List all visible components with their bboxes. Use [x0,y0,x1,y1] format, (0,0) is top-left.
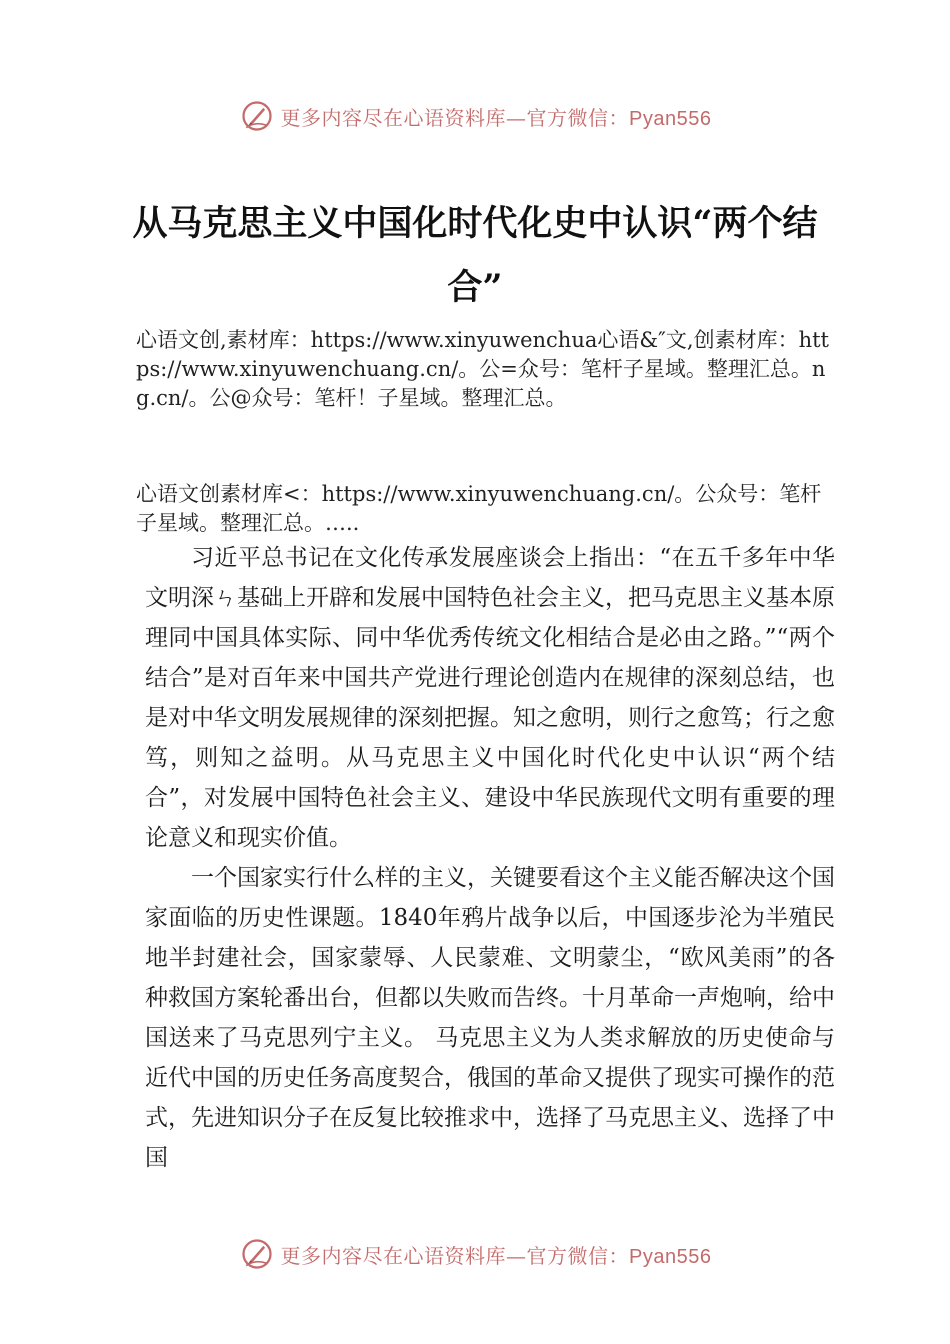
banner-text [281,102,712,131]
banner-text [281,1240,712,1269]
banner-label: 更多内容尽在心语资料库—官方微信： [280,1243,630,1268]
paragraph-2: 一个国家实行什么样的主义，关键要看这个主义能否解决这个国家面临的历史性课题。1840年鸦片战争以后，中国逐步沦为半殖民地半封建社会，国家蒙辱、人民蒙难、文明蒙尘，“欧风美雨”的各种救国方案轮番出台，但都以失败而告终。十月革命一声炮响，给中国送来了马克思列宁主义。 马克思主义为人类求解放的历史使命与近代中国的历史任务高度契合，俄国的革命又提供了现实可操作的范式，先进知识分子在反复比较推求中，选择了马克思主义、选择了中国 [145,865,835,1171]
header-banner [0,96,950,136]
banner-label: 更多内容尽在心语资料库—官方微信： [280,105,630,130]
quill-pen-logo-icon [239,1236,275,1272]
wechat-id: Pyan556 [629,1245,712,1268]
document-body [145,538,835,1178]
document-title: 从马克思主义中国化时代化史中认识“两个结合” [132,203,818,308]
paragraph-1: 习近平总书记在文化传承发展座谈会上指出：“在五千多年中华文明深ㄣ基础上开辟和发展中国特色社会主义，把马克思主义基本原理同中国具体实际、同中华优秀传统文化相结合是必由之路。”“两个结合”是对百年来中国共产党进行理论创造内在规律的深刻总结，也是对中华文明发展规律的深刻把握。知之愈明，则行之愈笃；行之愈笃，则知之益明。从马克思主义中国化时代化史中认识“两个结合”，对发展中国特色社会主义、建设中华民族现代文明有重要的理论意义和现实价值。 [145,545,835,851]
wechat-id: Pyan556 [629,107,712,130]
quill-pen-logo-icon [239,98,275,134]
source-note-2: 心语文创素材库<：https://www.xinyuwenchuang.cn/。公众号：笔杆子星域。整理汇总。….. [136,482,822,535]
source-note-1: 心语文创,素材库：https://www.xinyuwenchua心语&″文,创素材库：https://www.xinyuwenchuang.cn/。公=众号：笔杆子星域。整理汇总。ng.cn/。公@众号：笔杆！子星域。整理汇总。 [136,328,829,410]
footer-banner [0,1234,950,1274]
